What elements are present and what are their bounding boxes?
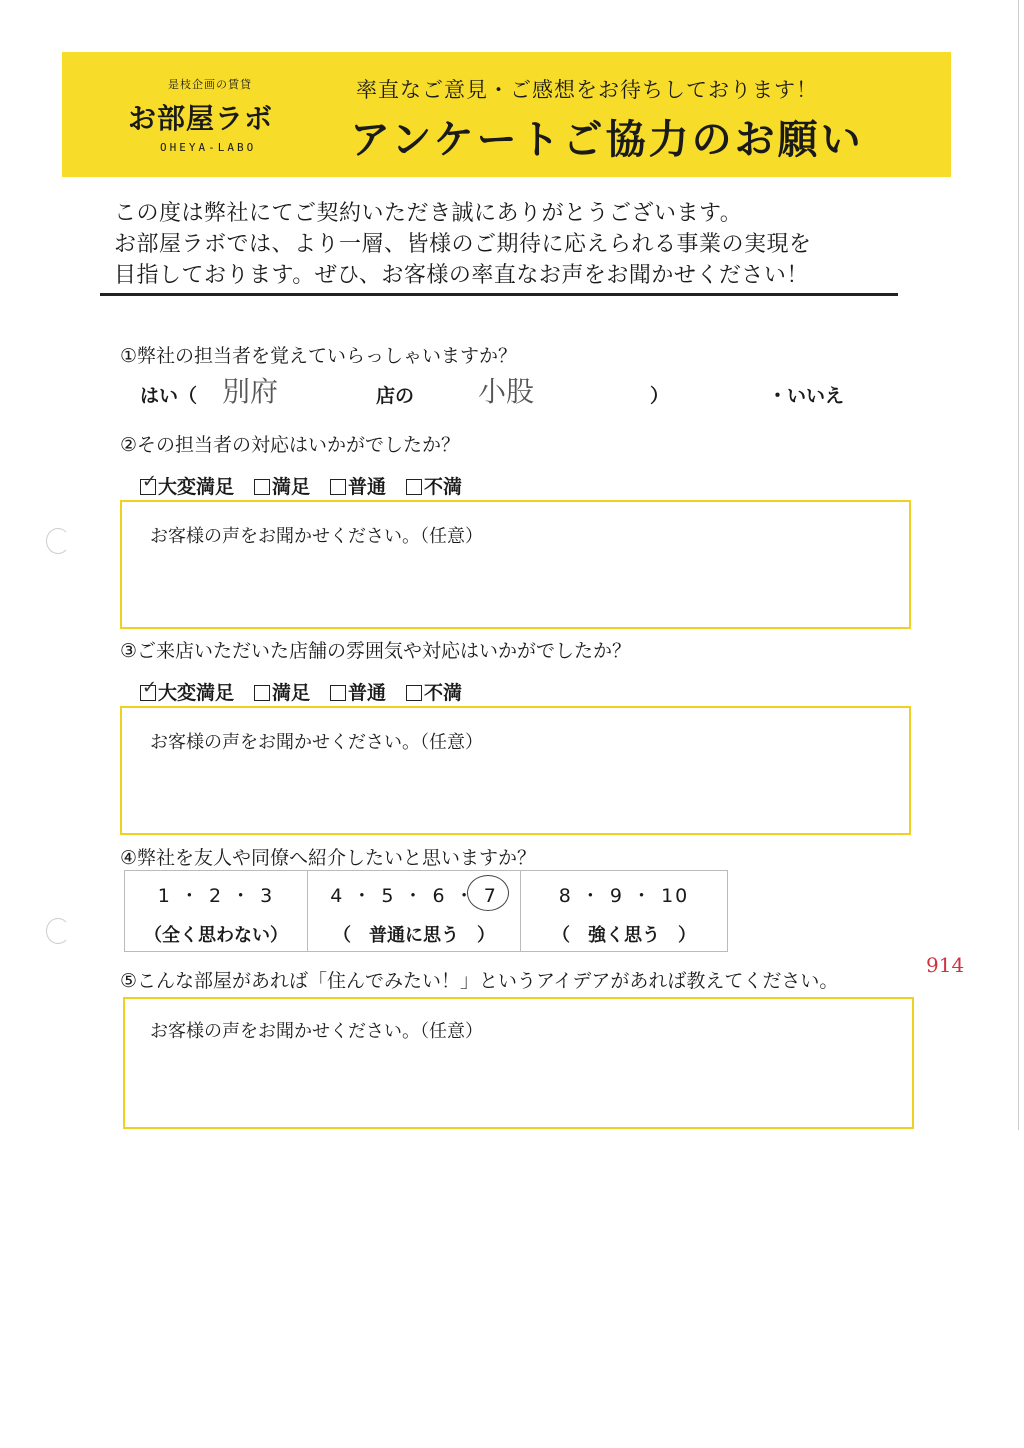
- intro-line-2: お部屋ラボでは、より一層、皆様のご期待に応えられる事業の実現を: [114, 232, 812, 257]
- question-2: ②その担当者の対応はいかがでしたか？: [120, 434, 461, 456]
- q2-option-normal[interactable]: 普通: [330, 472, 386, 499]
- punch-hole-mark: [46, 528, 70, 554]
- scale-numbers: 1 ・ 2 ・ 3: [157, 885, 275, 907]
- intro-line-1: この度は弊社にてご契約いただき誠にありがとうございます。: [114, 201, 743, 226]
- logo-text: お部屋ラボ: [128, 102, 274, 135]
- q2-option-satisfied[interactable]: 満足: [254, 472, 310, 499]
- q1-staff-handwritten[interactable]: 小股: [478, 375, 535, 408]
- q1-no-option[interactable]: ・いいえ: [768, 385, 845, 407]
- q2-options: [140, 472, 462, 499]
- logo-caption: 是枝企画の賃貸: [168, 78, 252, 91]
- page-edge-line: [1018, 0, 1019, 1130]
- checkbox[interactable]: [406, 479, 422, 495]
- q3-option-very-satisfied[interactable]: ✓ 大変満足: [142, 677, 235, 704]
- checkbox[interactable]: [140, 677, 158, 701]
- scale-group-high[interactable]: [521, 871, 727, 951]
- q1-close-paren: ）: [650, 385, 670, 407]
- punch-hole-mark: [46, 918, 70, 944]
- recommend-scale: [124, 870, 728, 952]
- handwritten-annotation: 914: [926, 953, 965, 977]
- q5-comment-box[interactable]: [123, 997, 914, 1129]
- q3-option-normal[interactable]: 普通: [330, 678, 386, 705]
- selected-value-circle: [467, 875, 509, 911]
- page-title: アンケートご協力のお願い: [350, 117, 864, 163]
- scale-numbers: 4 ・ 5 ・ 6 ・ 7: [330, 885, 498, 907]
- q3-option-satisfied[interactable]: 満足: [254, 678, 310, 705]
- tagline: 率直なご意見・ご感想をお待ちしております！: [356, 78, 818, 102]
- section-divider: [100, 293, 898, 296]
- q3-option-dissatisfied[interactable]: 不満: [406, 678, 462, 705]
- scale-label: （ 強く思う ）: [552, 925, 696, 946]
- check-mark-icon: ✓: [142, 677, 158, 698]
- checkbox[interactable]: [406, 685, 422, 701]
- intro-line-3: 目指しております。ぜひ、お客様の率直なお声をお聞かせください！: [114, 263, 809, 288]
- q1-yes-label: はい（: [140, 385, 198, 407]
- q2-option-very-satisfied[interactable]: ✓ 大変満足: [142, 471, 235, 498]
- q1-store-suffix: 店の: [376, 385, 415, 407]
- scale-label: （全く思わない）: [144, 925, 288, 946]
- scale-group-low[interactable]: [125, 871, 308, 951]
- q3-comment-box[interactable]: [120, 706, 911, 835]
- q3-comment-label: お客様の声をお聞かせください。（任意）: [150, 732, 483, 753]
- q2-comment-box[interactable]: [120, 500, 911, 629]
- checkbox[interactable]: [330, 685, 346, 701]
- question-5: ⑤こんな部屋があれば「住んでみたい！」というアイデアがあれば教えてください。: [120, 970, 839, 992]
- q1-store-handwritten[interactable]: 別府: [222, 375, 279, 408]
- checkbox[interactable]: [330, 479, 346, 495]
- check-mark-icon: ✓: [142, 471, 158, 492]
- logo-subtitle: OHEYA-LABO: [160, 141, 257, 154]
- checkbox[interactable]: [140, 471, 158, 495]
- q2-option-dissatisfied[interactable]: 不満: [406, 472, 462, 499]
- checkbox[interactable]: [254, 685, 270, 701]
- scale-numbers: 8 ・ 9 ・ 10: [558, 885, 690, 907]
- question-1: ①弊社の担当者を覚えていらっしゃいますか？: [120, 345, 518, 367]
- scale-label: （ 普通に思う ）: [333, 925, 495, 946]
- question-3: ③ご来店いただいた店舗の雰囲気や対応はいかがでしたか？: [120, 640, 632, 662]
- q3-options: [140, 678, 462, 705]
- q5-comment-label: お客様の声をお聞かせください。（任意）: [150, 1021, 483, 1042]
- checkbox[interactable]: [254, 479, 270, 495]
- question-4: ④弊社を友人や同僚へ紹介したいと思いますか？: [120, 847, 537, 869]
- q2-comment-label: お客様の声をお聞かせください。（任意）: [150, 526, 483, 547]
